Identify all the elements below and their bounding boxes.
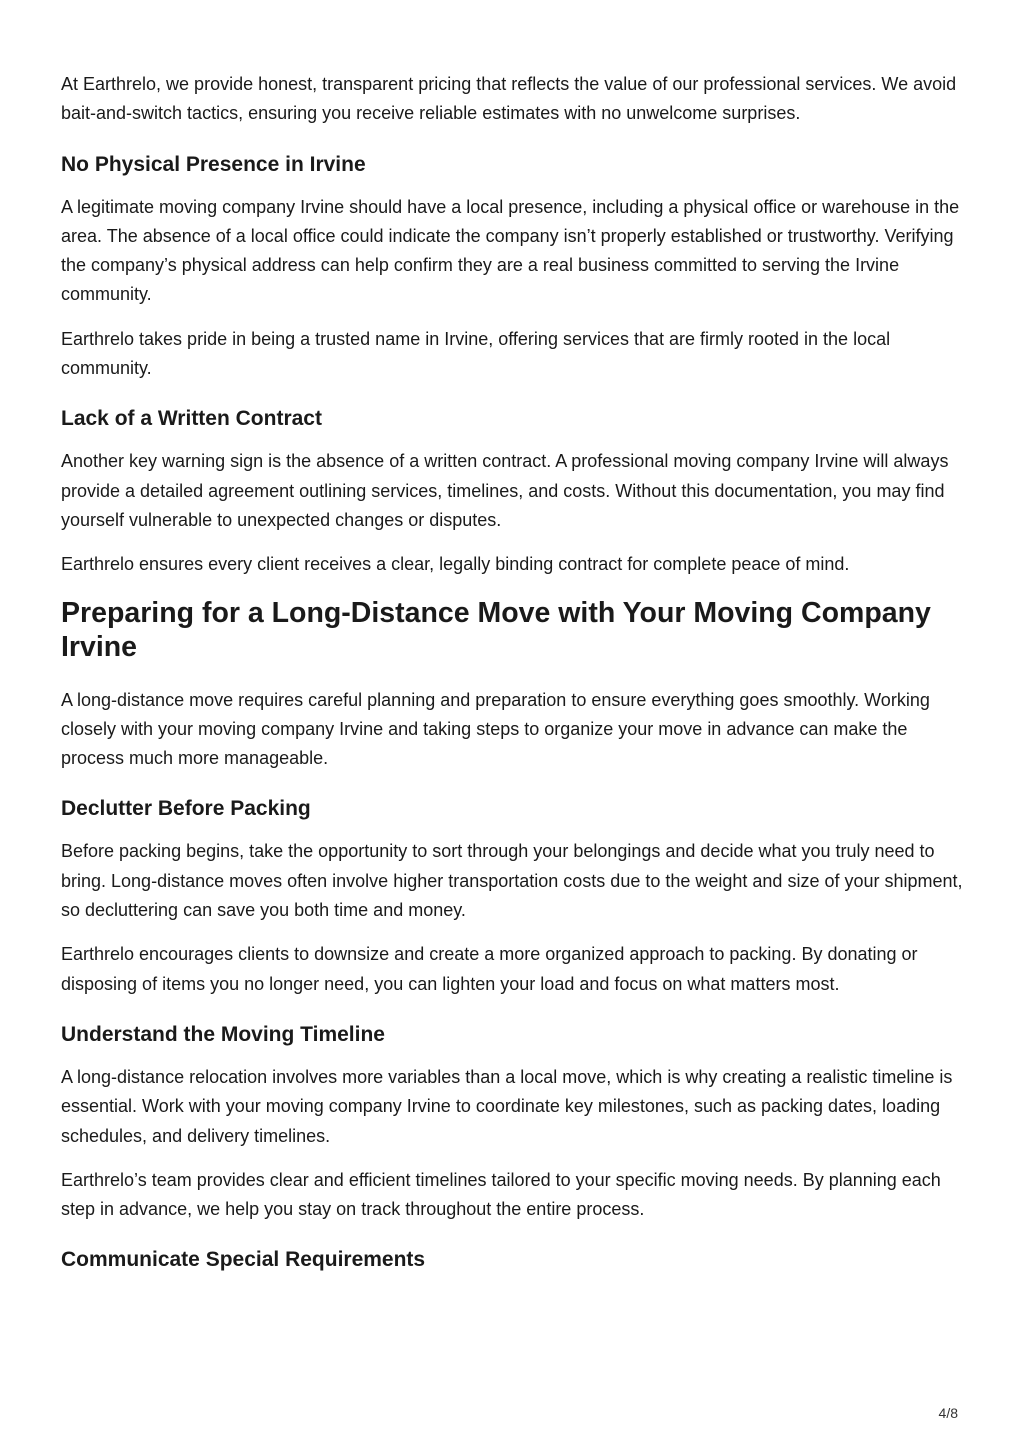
paragraph-downsize: Earthrelo encourages clients to downsize and create a more organized approach to packing. By donating or disposing of items you no longer need, you can lighten your load and focus on what matters most. (61, 944, 918, 994)
document-page (61, 70, 971, 1288)
paragraph-transparent-pricing: At Earthrelo, we provide honest, transparent pricing that reflects the value of our professional services. We avoid bait-and-switch tactics, ensuring you receive reliable estimates with no unwelcome surprises. (61, 74, 957, 124)
paragraph-declutter: Before packing begins, take the opportunity to sort through your belongings and decide what you truly need to bring. Long-distance moves often involve higher transportation costs due to the weight and size of your shipment, so decluttering can save you both time and money. (61, 841, 963, 921)
section-title-long-distance: Preparing for a Long-Distance Move with Your Moving Company Irvine (61, 596, 931, 663)
heading-special-requirements: Communicate Special Requirements (61, 1248, 426, 1272)
paragraph-trusted-name: Earthrelo takes pride in being a trusted name in Irvine, offering services that are firmly rooted in the local community. (61, 328, 891, 379)
heading-written-contract: Lack of a Written Contract (61, 407, 322, 431)
heading-moving-timeline: Understand the Moving Timeline (61, 1022, 385, 1046)
paragraph-timeline: A long-distance relocation involves more variables than a local move, which is why creating a realistic timeline is essential. Work with your moving company Irvine to coordinate key milestones, such as packing dates, loading schedules, and delivery timelines. (61, 1066, 953, 1146)
page-number: 4/8 (938, 1405, 958, 1421)
paragraph-local-presence: A legitimate moving company Irvine should have a local presence, including a physical office or warehouse in the area. The absence of a local office could indicate the company isn’t properly established or trustworthy. Verifying the company’s physical address can help confirm they are a real business committed to serving the Irvine community. (61, 196, 960, 305)
paragraph-team-timelines: Earthrelo’s team provides clear and efficient timelines tailored to your specific moving needs. By planning each step in advance, we help you stay on track throughout the entire process. (61, 1169, 941, 1220)
paragraph-long-distance-intro: A long-distance move requires careful planning and preparation to ensure everything goes smoothly. Working closely with your moving company Irvine and taking steps to organize your move in advance can make the process much more manageable. (61, 689, 930, 769)
heading-no-physical-presence: No Physical Presence in Irvine (61, 152, 366, 176)
paragraph-contract-warning: Another key warning sign is the absence of a written contract. A professional moving company Irvine will always provide a detailed agreement outlining services, timelines, and costs. Without this documentation, you may find yourself vulnerable to unexpected changes or disputes. (61, 451, 949, 530)
paragraph-binding-contract: Earthrelo ensures every client receives a clear, legally binding contract for complete peace of mind. (61, 554, 850, 575)
heading-declutter: Declutter Before Packing (61, 797, 311, 821)
